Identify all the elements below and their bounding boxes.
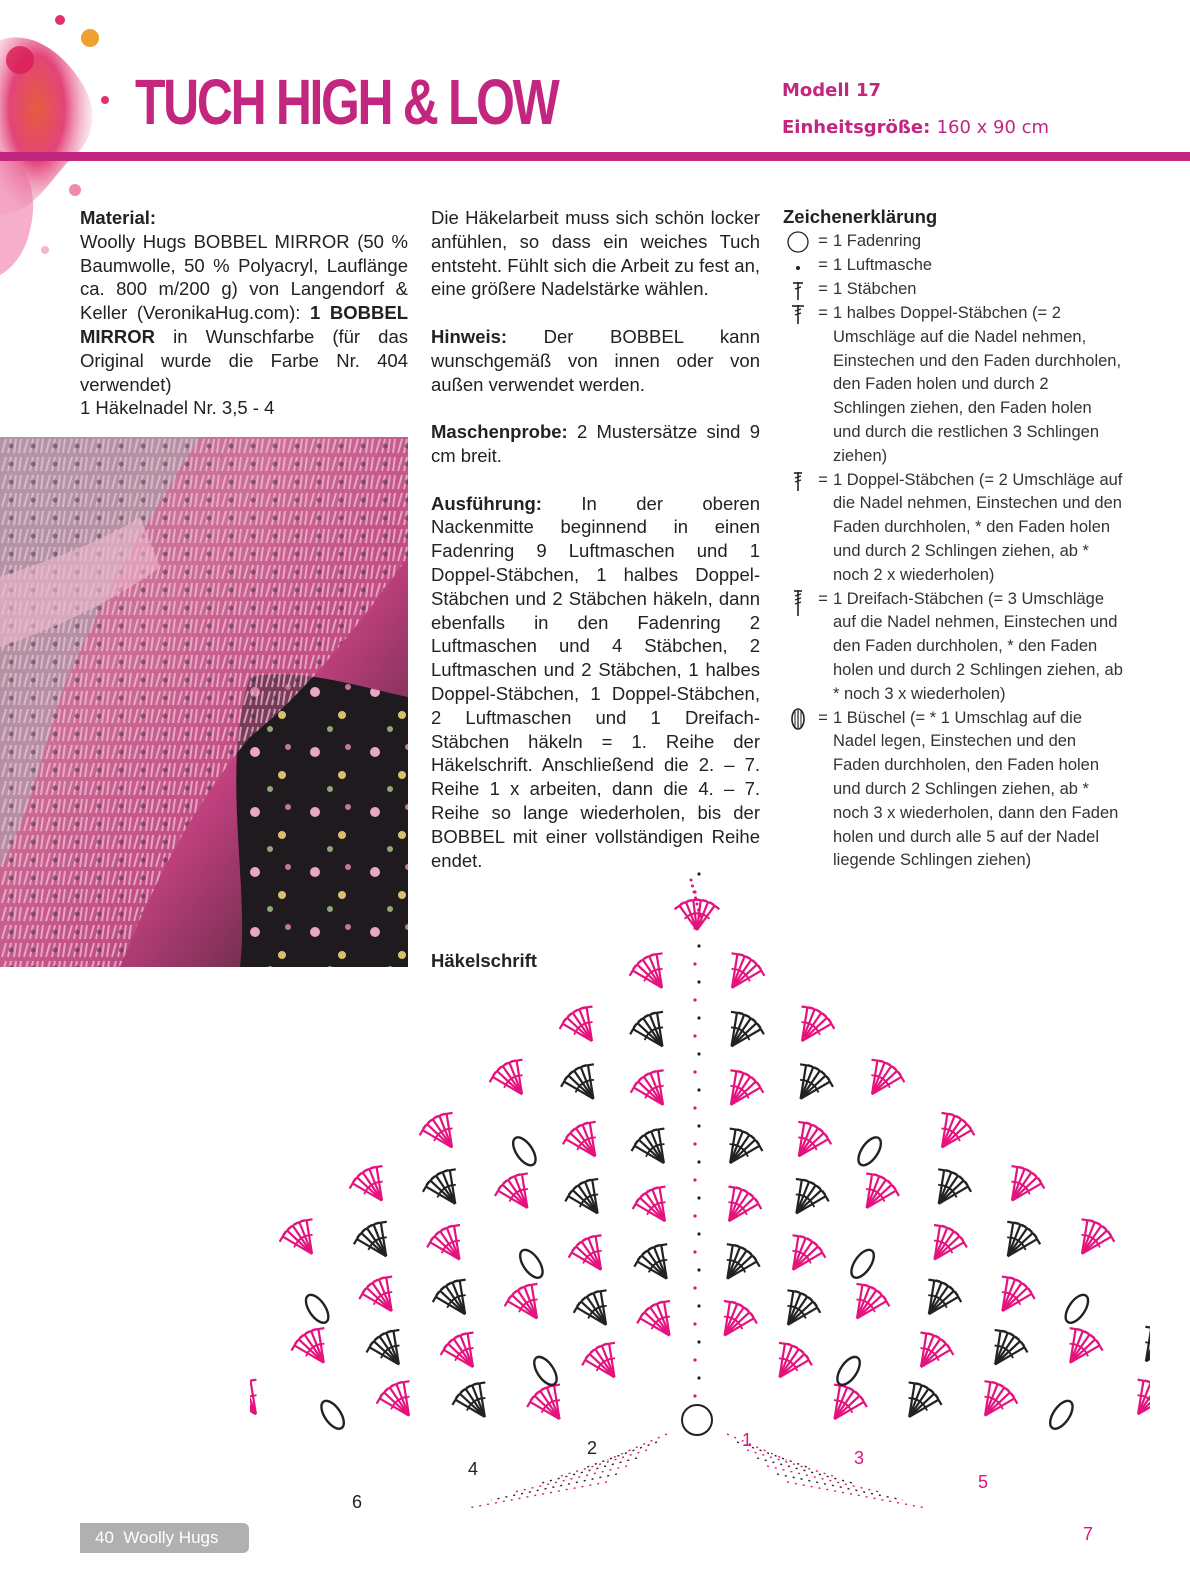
stitch-fan [909, 1382, 942, 1417]
legend-text: 1 Büschel (= * 1 Umschlag auf die Nadel legen, Einstechen und den Faden durchholen, den Faden holen und durch 2 Schlingen ziehen, ab * noch 3 x wiederholen, dann den Faden holen und durch alle 5 auf der Nadel liegende Schlingen ziehen) [833, 708, 1119, 870]
legend-heading: Zeichenerklärung [783, 206, 938, 227]
stitch-fan [637, 1301, 670, 1336]
material-color-text: in Wunschfarbe (für das Original wurde die Farbe Nr. 404 verwendet) [80, 325, 409, 395]
row-number-5: 5 [978, 1472, 989, 1492]
legend-text: 1 Dreifach-Stäbchen (= 3 Umschläge auf die Nadel nehmen, Einstechen und den Faden durchholen, * den Faden holen und durch 2 Schlingen ziehen, ab * noch 3 x wiederholen) [833, 589, 1123, 703]
chain-dot [697, 909, 700, 912]
stitch-fan [920, 1333, 953, 1368]
cluster-stitch [1061, 1291, 1092, 1326]
stitch-fan [563, 1122, 596, 1157]
material-section [80, 206, 408, 420]
chain-dot [693, 1394, 696, 1397]
chain-dot [693, 1358, 696, 1361]
cluster-stitch [833, 1353, 864, 1388]
stitch-fan [834, 1385, 867, 1420]
chain-line [777, 1474, 903, 1500]
chain-dot [693, 891, 696, 894]
cluster-icon [785, 707, 811, 731]
stitch-fan [433, 1280, 466, 1315]
page-footer [80, 1523, 249, 1553]
chain-line [515, 1466, 628, 1492]
chain-line [787, 1482, 926, 1508]
stitch-fan [941, 1113, 974, 1148]
stitch-fan [630, 1012, 663, 1047]
stitch-fan [291, 1328, 324, 1363]
stitch-fan [565, 1179, 598, 1214]
chain-line [608, 1434, 668, 1460]
chain-dot [697, 1124, 700, 1127]
material-heading: Material: [80, 207, 157, 228]
hint-text: Der BOBBEL kann wunschgemäß von innen oder von außen verwendet werden. [431, 325, 760, 395]
stitch-fan [495, 1173, 528, 1208]
legend-item: = 1 Doppel-Stäbchen (= 2 Umschläge auf die Nadel nehmen, Einstechen und den Faden durchholen, * den Faden holen und durch 2 Schlingen ziehen, ab * noch 2 x wiederholen) [783, 469, 1123, 588]
size-label: Einheitsgröße: [782, 117, 931, 138]
stitch-fan [798, 1122, 831, 1157]
chain-dot [693, 1250, 696, 1253]
stitch-fan [505, 1284, 538, 1319]
chain-dot [697, 1016, 700, 1019]
stitch-fan [634, 1244, 667, 1279]
chain-line [757, 1458, 856, 1484]
cluster-stitch [509, 1134, 540, 1169]
chain-dot [697, 944, 700, 947]
legend-text: 1 Stäbchen [833, 280, 917, 298]
chain-dot [697, 1052, 700, 1055]
treble-icon [785, 469, 811, 493]
stitch-fan [787, 1290, 820, 1325]
cluster-stitch [516, 1246, 547, 1281]
stitch-fan [866, 1173, 899, 1208]
stitch-fan [452, 1382, 485, 1417]
chain-dot [697, 1304, 700, 1307]
stitch-fan [731, 953, 764, 988]
stitch-fan [984, 1381, 1017, 1416]
half-double-treble-icon [785, 302, 811, 326]
stitch-fan [633, 1187, 666, 1222]
stitch-fan [377, 1381, 410, 1416]
stitch-fan [731, 1012, 764, 1047]
cluster-stitch [1046, 1397, 1077, 1432]
stitch-fan [779, 1343, 812, 1378]
instructions-section [431, 206, 760, 896]
stitch-fan [728, 1187, 761, 1222]
symbol-legend [783, 206, 1123, 873]
cluster-stitch [847, 1246, 878, 1281]
stitch-fan [560, 1006, 593, 1041]
chain-dot [697, 1268, 700, 1271]
stitch-fan [427, 1225, 460, 1260]
stitch-fan [359, 1277, 392, 1312]
stitch-fan [1081, 1219, 1114, 1254]
stitch-fan [569, 1235, 602, 1270]
chain-dot [697, 1232, 700, 1235]
legend-text: 1 halbes Doppel-Stäbchen (= 2 Umschläge auf die Nadel nehmen, Einstechen und den Faden durchholen, den Faden holen und durch 2 Schlingen ziehen, den Faden holen und durch die restlichen 3 Schlingen ziehen) [833, 304, 1122, 465]
hint-label: Hinweis: [431, 325, 508, 347]
stitch-fan [928, 1280, 961, 1315]
chain-dot [697, 1340, 700, 1343]
ring-icon [785, 230, 811, 254]
size-value: 160 x 90 cm [936, 117, 1050, 138]
material-needle: 1 Häkelnadel Nr. 3,5 - 4 [80, 397, 275, 419]
cluster-stitch [854, 1134, 885, 1169]
chain-dot [697, 1160, 700, 1163]
chain-dot [693, 962, 696, 965]
page-number: 40 [95, 1528, 114, 1547]
cluster-stitch [530, 1353, 561, 1388]
chain-dot [694, 897, 697, 900]
stitch-fan [856, 1284, 889, 1319]
stitch-fan [630, 953, 663, 988]
stitch-fan [354, 1222, 387, 1257]
execution-label: Ausführung: [431, 492, 542, 514]
chain-dot [700, 921, 703, 924]
stitch-fan [631, 1070, 664, 1105]
footer-brand: Woolly Hugs [123, 1528, 219, 1547]
chain-dot [696, 903, 699, 906]
header-rule [0, 152, 1190, 161]
stitch-fan [1011, 1166, 1044, 1201]
model-number: Modell 17 [782, 80, 882, 101]
legend-item: = 1 Stäbchen [783, 278, 1123, 302]
chain-line [491, 1474, 617, 1500]
chain-dot [693, 1142, 696, 1145]
stitch-fan [1070, 1328, 1103, 1363]
chain-dot [693, 1070, 696, 1073]
chart-ring [682, 1405, 712, 1435]
legend-item: = 1 Luftmasche [783, 254, 1123, 278]
legend-item: = 1 halbes Doppel-Stäbchen (= 2 Umschläge auf die Nadel nehmen, Einstechen und den Faden durchholen, den Faden holen und durch 2 Schlingen ziehen, den Faden holen und durch die restlichen 3 Schlingen ziehen) [783, 302, 1123, 469]
legend-item: = 1 Büschel (= * 1 Umschlag auf die Nadel legen, Einstechen und den Faden durchholen, den Faden holen und durch 2 Schlingen ziehen, ab * noch 3 x wiederholen, dann den Faden holen und durch alle 5 auf der Nadel liegende Schlingen ziehen) [783, 707, 1123, 874]
row-number-3: 3 [854, 1448, 865, 1468]
chain-line [468, 1482, 607, 1508]
legend-text: 1 Fadenring [833, 232, 922, 250]
stitch-fan [995, 1330, 1028, 1365]
stitch-fan [561, 1064, 594, 1099]
stitch-fan [796, 1179, 829, 1214]
stitch-fan [350, 1166, 383, 1201]
double-treble-icon [785, 588, 811, 618]
gauge-text: 2 Mustersätze sind 9 cm breit. [431, 421, 760, 466]
stitch-fan [1007, 1222, 1040, 1257]
stitch-fan [938, 1169, 971, 1204]
stitch-fan [420, 1113, 453, 1148]
page-title: TUCH HIGH & LOW [135, 66, 558, 138]
stitch-fan [934, 1225, 967, 1260]
chain-dot [699, 915, 702, 918]
crochet-chart [250, 860, 1150, 1550]
chain-line [747, 1450, 833, 1476]
stitch-fan [727, 1244, 760, 1279]
hint-paragraph [431, 325, 760, 396]
stitch-fan [730, 1129, 763, 1164]
chain-dot [691, 885, 694, 888]
row-number-1: 1 [742, 1430, 753, 1450]
chain-dot [697, 1088, 700, 1091]
chain-line [767, 1466, 880, 1492]
legend-item: = 1 Dreifach-Stäbchen (= 3 Umschläge auf die Nadel nehmen, Einstechen und den Faden durchholen, * den Faden holen und durch 2 Schlingen ziehen, ab * noch 3 x wiederholen) [783, 588, 1123, 707]
intro-paragraph: Die Häkelarbeit muss sich schön locker anfühlen, so dass ein weiches Tuch entsteht. Fühlt sich die Arbeit zu fest an, eine größere Nadelstärke wählen. [431, 207, 760, 300]
stitch-fan [871, 1060, 904, 1095]
stitch-fan [1145, 1327, 1150, 1362]
legend-item: = 1 Fadenring [783, 230, 1123, 254]
size-info [782, 117, 1049, 138]
chain-dot [697, 872, 700, 875]
stitch-fan [280, 1219, 313, 1254]
stitch-fan [632, 1129, 665, 1164]
chain-dot [693, 1106, 696, 1109]
legend-text: 1 Doppel-Stäbchen (= 2 Umschläge auf die Nadel nehmen, Einstechen und den Faden durchholen, * den Faden holen und durch 2 Schlingen ziehen, ab * noch 2 x wiederholen) [833, 470, 1123, 584]
chain-dot [693, 1322, 696, 1325]
chain-dot [693, 1034, 696, 1037]
gauge-label: Maschenprobe: [431, 421, 568, 443]
stitch-fan [367, 1330, 400, 1365]
chain-line [538, 1458, 637, 1484]
chain-dot [693, 998, 696, 1001]
row-number-4: 4 [468, 1459, 479, 1479]
double-crochet-icon [785, 278, 811, 302]
stitch-fan [730, 1070, 763, 1105]
stitch-fan [527, 1385, 560, 1420]
stitch-fan [800, 1064, 833, 1099]
chain-line [561, 1450, 647, 1476]
stitch-fan [250, 1380, 257, 1415]
chain-dot [690, 879, 693, 882]
chain-dot [697, 980, 700, 983]
stitch-fan [582, 1343, 615, 1378]
stitch-fan [792, 1235, 825, 1270]
cluster-stitch [302, 1291, 333, 1326]
legend-text: 1 Luftmasche [833, 256, 933, 274]
row-number-7: 7 [1083, 1524, 1094, 1544]
stitch-fan [1137, 1380, 1150, 1415]
gauge-paragraph [431, 420, 760, 468]
execution-text: In der oberen Nackenmitte beginnend in einen Fadenring 9 Luftmaschen und 1 Doppel-Stäbchen, 1 halbes Doppel-Stäbchen und 2 Stäbchen häkeln, dann ebenfalls in den Fadenring 2 Luftmaschen und 4 Stäbchen, 2 Luftmaschen und 2 Stäbchen, 1 halbes Doppel-Stäbchen, 1 Doppel-Stäbchen, 2 Luftmaschen und 1 Dreifach-Stäbchen häkeln = 1. Reihe der Häkelschrift. Anschließend die 2. – 7. Reihe 1 x arbeiten, dann die 4. – 7. Reihe so lange wiederholen, bis der BOBBEL mit einer vollständigen Reihe endet. [431, 492, 760, 871]
stitch-fan [423, 1169, 456, 1204]
execution-paragraph [431, 492, 760, 873]
row-number-2: 2 [587, 1438, 598, 1458]
row-number-6: 6 [352, 1492, 363, 1512]
material-yarn-text: Woolly Hugs BOBBEL MIRROR (50 % Baumwolle, 50 % Polyacryl, Lauflänge ca. 800 m/200 g) von Langendorf & Keller (VeronikaHug.com): [80, 230, 408, 324]
material-yarn-bold: 1 BOBBEL MIRROR [80, 302, 409, 347]
chart-label: Häkelschrift [431, 950, 537, 971]
chain-dot [693, 1178, 696, 1181]
chain-dot [697, 1196, 700, 1199]
chain-dot-icon [785, 254, 811, 278]
stitch-fan [574, 1290, 607, 1325]
stitch-fan [724, 1301, 757, 1336]
chain-dot [697, 1376, 700, 1379]
stitch-fan [801, 1006, 834, 1041]
stitch-fan [490, 1060, 523, 1095]
cluster-stitch [317, 1397, 348, 1432]
stitch-fan [1002, 1277, 1035, 1312]
chain-dot [693, 1286, 696, 1289]
chain-line [727, 1434, 787, 1460]
chain-dot [693, 1214, 696, 1217]
stitch-fan [441, 1333, 474, 1368]
